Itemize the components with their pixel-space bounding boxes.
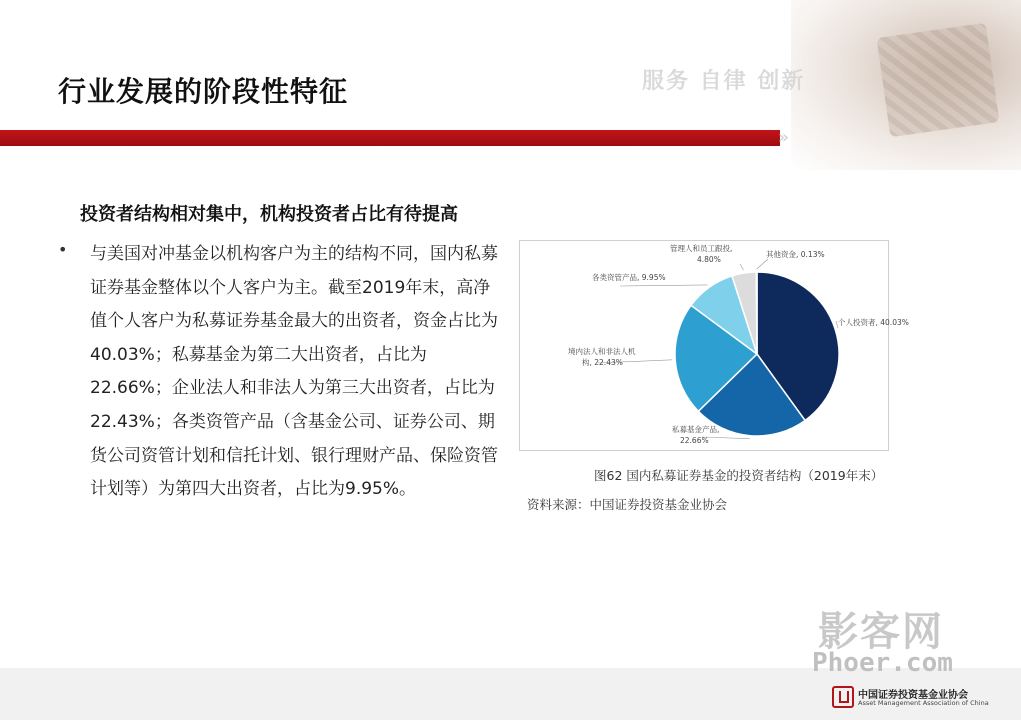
chart-caption: 图62 国内私募证券基金的投资者结构（2019年末） [594,468,884,483]
amac-logo-icon [832,686,854,708]
seal-image [877,23,1000,137]
chevron-right-icon: » [778,127,790,148]
header-slogan: 服务 自律 创新 [642,69,806,94]
chart-source: 资料来源：中国证券投资基金业协会 [527,497,728,512]
watermark-en: Phoer.com [812,648,953,678]
pie-leader-line [740,264,744,270]
pie-label: 22.66% [680,436,709,445]
pie-chart-frame [519,240,909,451]
pie-label: 各类资管产品, 9.95% [592,273,666,282]
pie-label: 私募基金产品, [672,425,720,434]
pie-label: 4.80% [697,255,721,264]
pie-label: 其他资金, 0.13% [766,250,825,259]
org-name-cn: 中国证券投资基金业协会 [858,690,968,701]
bullet-icon: • [58,240,68,259]
page-title: 行业发展的阶段性特征 [58,75,349,108]
header-red-band [0,130,780,146]
pie-label: 个人投资者, 40.03% [838,318,909,327]
pie-chart [520,241,909,450]
pie-label: 构, 22.43% [582,358,623,367]
pie-leader-line [757,259,768,269]
section-subheading: 投资者结构相对集中，机构投资者占比有待提高 [80,204,458,225]
pie-label: 境内法人和非法人机 [568,347,636,356]
org-name-en: Asset Management Association of China [858,699,989,707]
pie-leader-line [620,285,707,286]
pie-slice [756,272,757,354]
pie-label: 管理人和员工跟投, [670,244,733,253]
body-paragraph: 与美国对冲基金以机构客户为主的结构不同，国内私募证券基金整体以个人客户为主。截至2019年末，高净值个人客户为私募证券基金最大的出资者，资金占比为40.03%；私募基金为第二大出资者，占比为22.66%；企业法人和非法人为第三大出资者，占比为22.43%；各类资管产品（含基金公司、证券公司、期货公司资管计划和信托计划、银行理财产品、保险资管计划等）为第四大出资者，占比为9.95%。 [90,244,498,500]
watermark-cn: 影客网 [818,609,944,655]
pie-leader-line [702,437,750,439]
